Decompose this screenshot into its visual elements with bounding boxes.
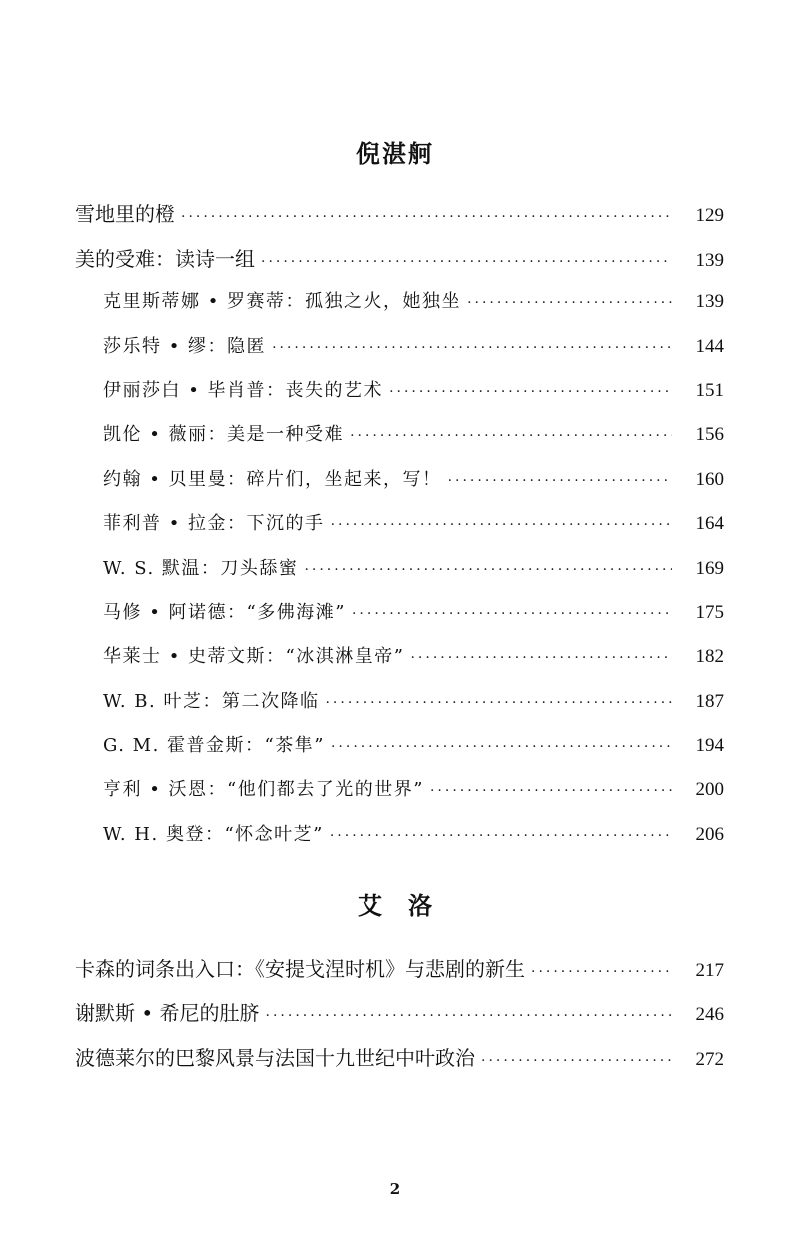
toc-subentry[interactable]	[103, 465, 724, 495]
dot-leader	[467, 295, 672, 311]
toc-entry-page: 151	[695, 380, 724, 401]
toc-subentry[interactable]	[103, 687, 724, 717]
toc-entry[interactable]	[75, 953, 724, 983]
toc-entry-page: 139	[695, 291, 724, 312]
toc-entry-title: 波德莱尔的巴黎风景与法国十九世纪中叶政治	[75, 1046, 475, 1070]
toc-entry-title: 伊丽莎白 • 毕肖普：丧失的艺术	[103, 380, 384, 401]
toc-entry-page: 200	[695, 779, 724, 800]
toc-entry[interactable]	[75, 243, 724, 273]
toc-subentry[interactable]	[103, 642, 724, 672]
dot-leader	[325, 695, 672, 711]
dot-leader	[331, 739, 672, 755]
toc-entry-title: G. M. 霍普金斯：“茶隼”	[103, 735, 325, 756]
toc-entry-title: 凯伦 • 薇丽：美是一种受难	[103, 424, 345, 445]
toc-entry-title: W. B. 叶芝：第二次降临	[103, 691, 320, 712]
toc-subentry[interactable]	[103, 775, 724, 805]
toc-subentry[interactable]	[103, 509, 724, 539]
toc-subentry[interactable]	[103, 554, 724, 584]
section-heading: 倪湛舸	[356, 139, 434, 168]
toc-entry-page: 139	[695, 250, 724, 271]
toc-subentry[interactable]	[103, 731, 724, 761]
toc-entry-title: 美的受难：读诗一组	[75, 247, 255, 271]
toc-subentry[interactable]	[103, 598, 724, 628]
dot-leader	[531, 964, 672, 980]
page-number: 2	[389, 1180, 401, 1198]
toc-entry-title: 谢默斯 • 希尼的肚脐	[75, 1001, 260, 1025]
toc-entry-title: W. H. 奥登：“怀念叶芝”	[103, 824, 324, 845]
toc-entry-page: 144	[695, 336, 724, 357]
toc-entry[interactable]	[75, 1042, 724, 1072]
toc-entry-page: 169	[695, 558, 724, 579]
toc-entry[interactable]	[75, 997, 724, 1027]
toc-entry-page: 175	[695, 602, 724, 623]
toc-entry-page: 129	[695, 205, 724, 226]
dot-leader	[389, 384, 672, 400]
toc-entry-title: 卡森的词条出入口：《安提戈涅时机》与悲剧的新生	[75, 957, 525, 981]
toc-entry-page: 187	[695, 691, 724, 712]
toc-entry-title: 莎乐特 • 缪：隐匿	[103, 336, 267, 357]
dot-leader	[330, 828, 672, 844]
toc-entry-title: 华莱士 • 史蒂文斯：“冰淇淋皇帝”	[103, 646, 405, 667]
toc-subentry[interactable]	[103, 820, 724, 850]
toc-entry[interactable]	[75, 198, 724, 228]
toc-entry-title: 马修 • 阿诺德：“多佛海滩”	[103, 602, 346, 623]
toc-entry-title: 雪地里的橙	[75, 202, 175, 226]
toc-entry-title: 约翰 • 贝里曼：碎片们，坐起来，写！	[103, 469, 442, 490]
toc-entry-title: 亨利 • 沃恩：“他们都去了光的世界”	[103, 779, 424, 800]
toc-subentry[interactable]	[103, 376, 724, 406]
dot-leader	[331, 517, 672, 533]
dot-leader	[304, 562, 672, 578]
toc-entry-title: 菲利普 • 拉金：下沉的手	[103, 513, 325, 534]
toc-subentry[interactable]	[103, 287, 724, 317]
dot-leader	[448, 473, 672, 489]
dot-leader	[410, 650, 672, 666]
toc-entry-page: 194	[695, 735, 724, 756]
toc-subentry[interactable]	[103, 420, 724, 450]
toc-subentry[interactable]	[103, 332, 724, 362]
toc-entry-page: 182	[695, 646, 724, 667]
toc-entry-page: 217	[695, 960, 724, 981]
toc-entry-page: 206	[695, 824, 724, 845]
dot-leader	[350, 428, 672, 444]
toc-entry-page: 160	[695, 469, 724, 490]
toc-entry-page: 156	[695, 424, 724, 445]
toc-entry-title: 克里斯蒂娜 • 罗赛蒂：孤独之火，她独坐	[103, 291, 462, 312]
dot-leader	[481, 1053, 672, 1069]
toc-entry-page: 246	[695, 1004, 724, 1025]
dot-leader	[266, 1008, 672, 1024]
dot-leader	[181, 209, 672, 225]
dot-leader	[261, 254, 672, 270]
dot-leader	[430, 783, 672, 799]
toc-entry-page: 164	[695, 513, 724, 534]
section-heading: 艾洛	[358, 891, 458, 920]
toc-entry-page: 272	[695, 1049, 724, 1070]
toc-entry-title: W. S. 默温：刀头舔蜜	[103, 558, 299, 579]
dot-leader	[272, 340, 672, 356]
dot-leader	[352, 606, 672, 622]
